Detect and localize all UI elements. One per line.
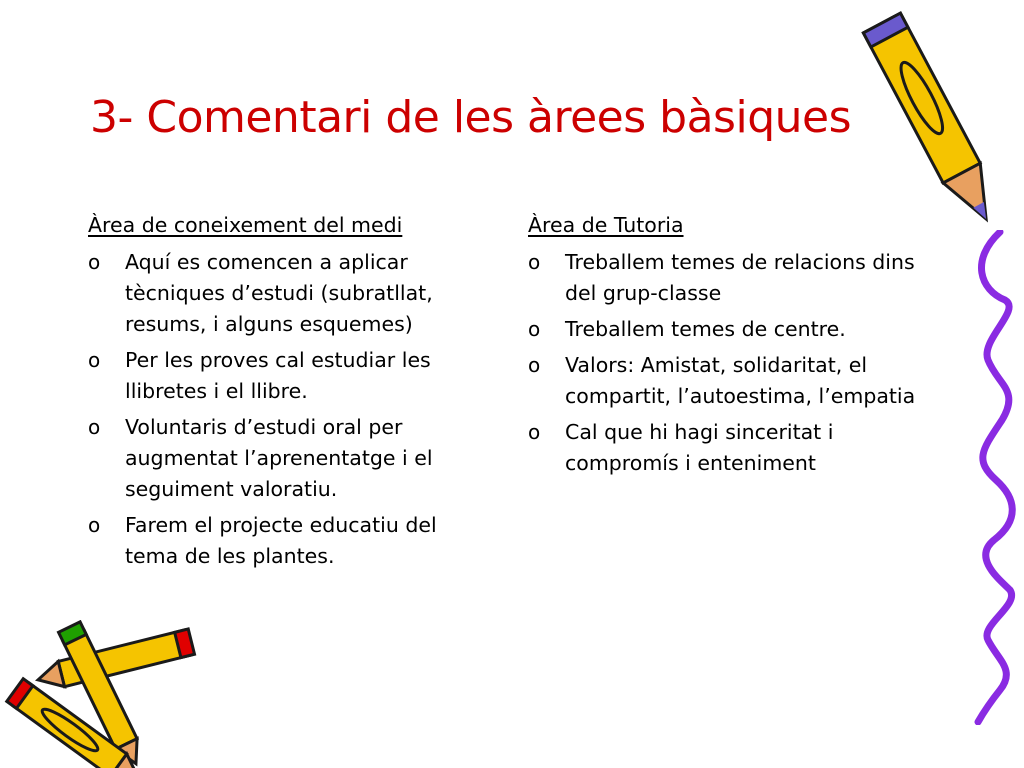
list-item-text: Treballem temes de centre. [565, 317, 846, 341]
bullet-marker: o [88, 348, 101, 372]
squiggle-decoration [960, 230, 1024, 725]
list-item [88, 412, 488, 505]
list-item-text: Farem el projecte educatiu del tema de les plantes. [125, 513, 437, 568]
bullet-marker: o [528, 420, 541, 444]
bullet-list [88, 247, 488, 572]
column-heading: Àrea de Tutoria [528, 213, 684, 237]
bullet-marker: o [528, 353, 541, 377]
list-item [528, 247, 918, 309]
list-item [528, 417, 918, 479]
list-item [528, 350, 918, 412]
column-tutoria [528, 210, 918, 484]
bullet-marker: o [88, 415, 101, 439]
list-item-text: Per les proves cal estudiar les llibretes i el llibre. [125, 348, 431, 403]
list-item [88, 247, 488, 340]
bullet-marker: o [528, 250, 541, 274]
list-item-text: Cal que hi hagi sinceritat i compromís i enteniment [565, 420, 834, 475]
list-item [88, 345, 488, 407]
column-heading: Àrea de coneixement del medi [88, 213, 403, 237]
list-item [88, 510, 488, 572]
bullet-marker: o [88, 250, 101, 274]
slide-title: 3- Comentari de les àrees bàsiques [90, 92, 852, 143]
bullet-marker: o [88, 513, 101, 537]
bullet-list [528, 247, 918, 479]
list-item-text: Voluntaris d’estudi oral per augmentat l’aprenentatge i el seguiment valoratiu. [125, 415, 433, 501]
column-coneixement-medi [88, 210, 488, 577]
list-item-text: Treballem temes de relacions dins del grup-classe [565, 250, 915, 305]
list-item-text: Valors: Amistat, solidaritat, el compartit, l’autoestima, l’empatia [565, 353, 916, 408]
crossed-pencils-icon [0, 620, 210, 768]
bullet-marker: o [528, 317, 541, 341]
list-item-text: Aquí es comencen a aplicar tècniques d’estudi (subratllat, resums, i alguns esquemes) [125, 250, 433, 336]
list-item [528, 314, 918, 345]
